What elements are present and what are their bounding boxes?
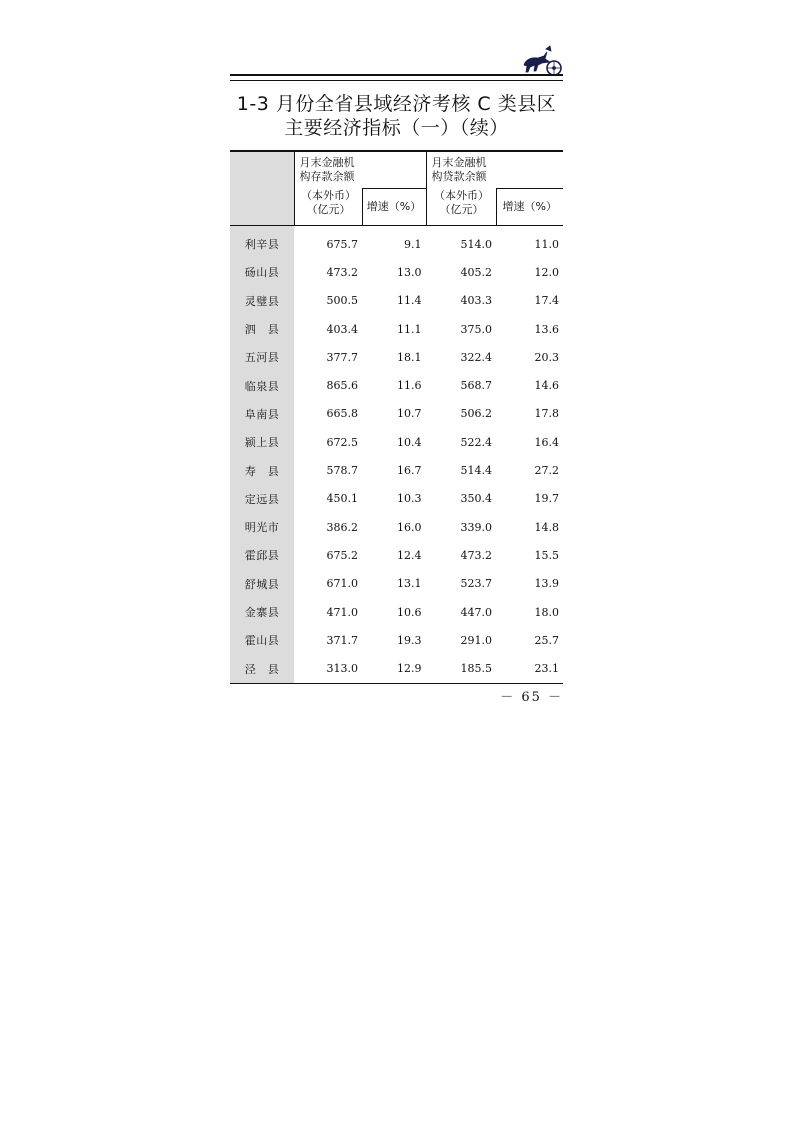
loan-balance-cell: 447.0: [460, 605, 492, 619]
deposit-balance-cell: 671.0: [326, 577, 358, 591]
deposit-balance-cell: 313.0: [294, 654, 362, 683]
loan-growth-cell: 20.3: [534, 350, 559, 364]
loan-balance-cell: 375.0: [460, 322, 492, 336]
deposit-balance-cell: 500.5: [326, 294, 358, 308]
county-name-cell: 明光市: [230, 513, 294, 541]
deposit-growth-cell: 9.1: [404, 237, 422, 251]
table-body: [230, 226, 563, 684]
header-rule-thin: [230, 80, 563, 81]
loan-balance-cell: 405.2: [460, 265, 492, 279]
loan-balance-cell: 506.2: [460, 407, 492, 421]
deposit-growth-cell: 10.7: [397, 407, 422, 421]
table-row: [230, 654, 563, 683]
loan-growth-cell: 18.0: [534, 605, 559, 619]
page-title: [230, 92, 563, 140]
table-row: [230, 626, 563, 654]
deposit-growth-cell: 10.6: [397, 605, 422, 619]
horse-chariot-logo-icon: [520, 43, 564, 77]
deposit-balance-cell: 672.5: [326, 435, 358, 449]
deposit-growth-cell: 13.1: [397, 577, 422, 591]
deposit-balance-header: [294, 151, 426, 189]
table-row: [230, 287, 563, 315]
county-name-cell: 阜南县: [230, 400, 294, 428]
loan-balance-cell: 322.4: [460, 350, 492, 364]
county-name-cell: 霍山县: [230, 626, 294, 654]
header-line: （亿元）: [306, 202, 351, 216]
loan-growth-cell: 25.7: [534, 633, 559, 647]
loan-growth-cell: 19.7: [534, 492, 559, 506]
table-corner-cell: [230, 151, 294, 226]
loan-growth-cell: 14.6: [534, 379, 559, 393]
table-row: [230, 258, 563, 286]
deposit-growth-cell: 13.0: [397, 265, 422, 279]
county-name-cell: 舒城县: [230, 570, 294, 598]
table-row: [230, 343, 563, 371]
deposit-balance-cell: 865.6: [326, 379, 358, 393]
title-line-1: 1-3 月份全省县域经济考核 C 类县区: [236, 93, 557, 115]
table-row: [230, 598, 563, 626]
county-name-cell: 颍上县: [230, 428, 294, 456]
table-row: [230, 226, 563, 259]
loan-balance-header: [426, 151, 563, 189]
deposit-balance-cell: 675.7: [326, 237, 358, 251]
loan-balance-cell: 514.4: [460, 464, 492, 478]
deposit-balance-cell: 471.0: [326, 605, 358, 619]
title-line-2: 主要经济指标（一）（续）: [284, 117, 509, 139]
page-number: － 65 －: [500, 690, 563, 705]
deposit-balance-cell: 578.7: [326, 464, 358, 478]
table-row: [230, 456, 563, 484]
loan-growth-cell: 17.4: [534, 294, 559, 308]
deposit-balance-cell: 371.7: [326, 633, 358, 647]
county-name-cell: 灵璧县: [230, 287, 294, 315]
deposit-balance-cell: 386.2: [326, 520, 358, 534]
loan-growth-cell: 17.8: [534, 407, 559, 421]
loan-growth-cell: 27.2: [534, 464, 559, 478]
table-row: [230, 541, 563, 569]
county-name-cell: 霍邱县: [230, 541, 294, 569]
deposit-growth-cell: 11.1: [397, 322, 422, 336]
loan-balance-cell: 523.7: [460, 577, 492, 591]
deposit-growth-cell: 11.4: [397, 294, 422, 308]
county-name-cell: 定远县: [230, 485, 294, 513]
loan-balance-cell: 522.4: [460, 435, 492, 449]
loan-growth-cell: 11.0: [534, 237, 559, 251]
loan-balance-cell: 514.0: [460, 237, 492, 251]
deposit-balance-cell: 403.4: [326, 322, 358, 336]
deposit-growth-cell: 10.4: [397, 435, 422, 449]
loan-growth-cell: 23.1: [496, 654, 563, 683]
county-name-cell: 临泉县: [230, 371, 294, 399]
loan-growth-cell: 16.4: [534, 435, 559, 449]
header-rule: [230, 74, 563, 76]
deposit-growth-cell: 16.7: [397, 464, 422, 478]
header-line: 月末金融机: [299, 156, 355, 169]
deposit-growth-header: 增速（%）: [362, 189, 426, 226]
loan-growth-cell: 13.6: [534, 322, 559, 336]
deposit-growth-cell: 11.6: [397, 379, 422, 393]
table-row: [230, 428, 563, 456]
header-line: 月末金融机: [431, 156, 487, 169]
loan-balance-cell: 350.4: [460, 492, 492, 506]
table-row: [230, 400, 563, 428]
deposit-growth-cell: 19.3: [397, 633, 422, 647]
header-line: 构存款余额: [299, 170, 355, 183]
loan-growth-cell: 13.9: [534, 577, 559, 591]
county-name-cell: 金寨县: [230, 598, 294, 626]
county-name-cell: 泾 县: [230, 654, 294, 683]
deposit-growth-cell: 10.3: [397, 492, 422, 506]
deposit-balance-cell: 665.8: [326, 407, 358, 421]
header-line: 构贷款余额: [431, 170, 487, 183]
county-name-cell: 砀山县: [230, 258, 294, 286]
deposit-growth-cell: 12.4: [397, 548, 422, 562]
header-line: （本外币）: [434, 188, 489, 202]
loan-balance-cell: 291.0: [460, 633, 492, 647]
county-name-cell: 五河县: [230, 343, 294, 371]
table-row: [230, 513, 563, 541]
table-row: [230, 570, 563, 598]
deposit-growth-cell: 18.1: [397, 350, 422, 364]
loan-growth-header: 增速（%）: [496, 189, 563, 226]
deposit-balance-cell: 473.2: [326, 265, 358, 279]
deposit-growth-cell: 16.0: [397, 520, 422, 534]
loan-growth-cell: 14.8: [534, 520, 559, 534]
table-row: [230, 371, 563, 399]
header-line: （亿元）: [439, 202, 484, 216]
deposit-growth-cell: 12.9: [362, 654, 426, 683]
loan-balance-cell: 185.5: [426, 654, 496, 683]
header-line: （本外币）: [301, 188, 356, 202]
deposit-value-header: [294, 189, 362, 226]
deposit-balance-cell: 377.7: [326, 350, 358, 364]
loan-balance-cell: 473.2: [460, 548, 492, 562]
county-name-cell: 泗 县: [230, 315, 294, 343]
county-name-cell: 寿 县: [230, 456, 294, 484]
table-row: [230, 315, 563, 343]
loan-balance-cell: 339.0: [460, 520, 492, 534]
loan-balance-cell: 403.3: [460, 294, 492, 308]
loan-value-header: [426, 189, 496, 226]
deposit-balance-cell: 675.2: [326, 548, 358, 562]
table-row: [230, 485, 563, 513]
loan-growth-cell: 15.5: [534, 548, 559, 562]
indicator-table: [230, 150, 563, 684]
deposit-balance-cell: 450.1: [326, 492, 358, 506]
loan-balance-cell: 568.7: [460, 379, 492, 393]
loan-growth-cell: 12.0: [534, 265, 559, 279]
county-name-cell: 利辛县: [230, 226, 294, 259]
